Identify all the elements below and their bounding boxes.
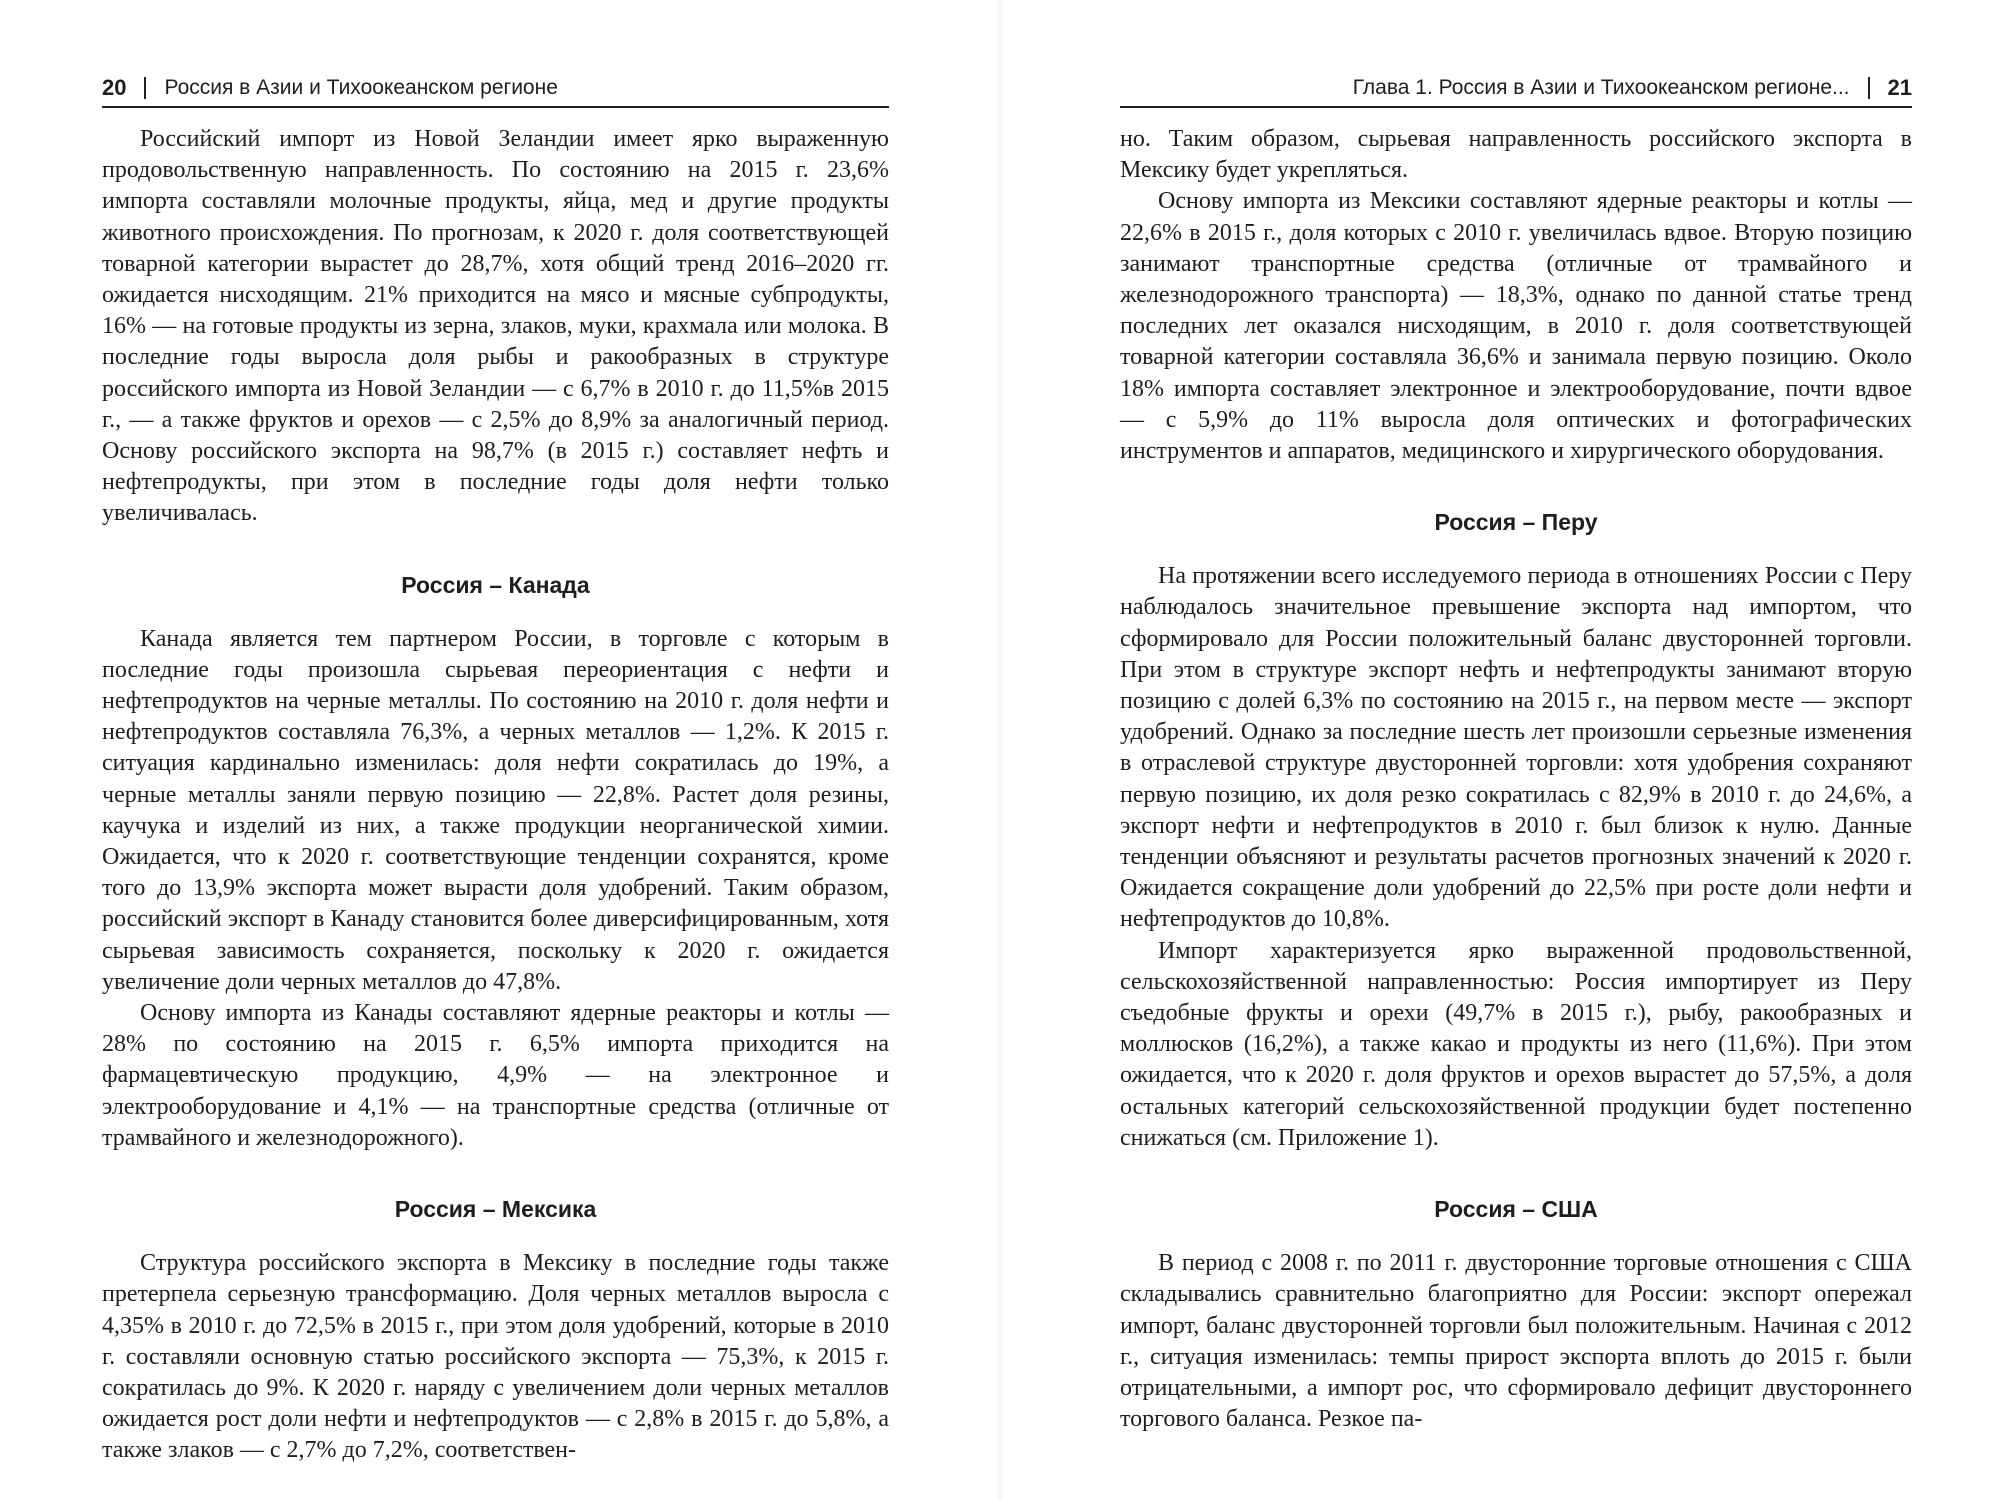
right-page <box>1000 0 2000 1500</box>
paragraph-mexico-continued: но. Таким образом, сырьевая направленность российского экспорта в Мексику будет укрепляться. <box>1120 126 1912 184</box>
header-divider <box>144 77 146 99</box>
header-divider <box>1868 77 1870 99</box>
paragraph-mexico-import: Основу импорта из Мексики составляют ядерные реакторы и котлы — 22,6% в 2015 г., доля которых с 2010 г. увеличилась вдвое. Вторую позицию занимают транспортные средства (отличные от трамвайного и железнодорожного транспорта) — 18,3%, однако по данной статье тренд последних лет оказался нисходящим, в 2010 г. доля соответствующей товарной категории составляла 36,6% и занимала первую позицию. Около 18% импорта составляет электронное и электрооборудование, почти вдвое — с 5,9% до 11% выросла доля оптических и фотографических инструментов и аппаратов, медицинского и хирургического оборудования. <box>1120 188 1912 465</box>
paragraph-peru-export: На протяжении всего исследуемого периода в отношениях России с Перу наблюдалось значительное превышение экспорта над импортом, что сформировало для России положительный баланс двусторонней торговли. При этом в структуре экспорт нефть и нефтепродукты занимают вторую позицию с долей 6,3% по состоянию на 2015 г., на первом месте — экспорт удобрений. Однако за последние шесть лет произошли серьезные изменения в отраслевой структуре двусторонней торговли: хотя удобрения сохраняют первую позицию, их доля резко сократилась с 82,9% в 2010 г. до 24,6%, а экспорт нефти и нефтепродуктов в 2010 г. был близок к нулю. Данные тенденции объясняют и результаты расчетов прогнозных значений к 2020 г. Ожидается сокращение доли удобрений до 22,5% при росте доли нефти и нефтепродуктов до 10,8%. <box>1120 563 1912 933</box>
paragraph-mexico-export: Структура российского экспорта в Мексику в последние годы также претерпела серьезную трансформацию. Доля черных металлов выросла с 4,35% в 2010 г. до 72,5% в 2015 г., при этом доля удобрений, которые в 2010 г. составляли основную статью российского экспорта — 75,3%, к 2015 г. сократилась до 9%. К 2020 г. наряду с увеличением доли черных металлов ожидается рост доли нефти и нефтепродуктов — с 2,8% в 2015 г. до 5,8%, а также злаков — с 2,7% до 7,2%, соответствен- <box>102 1250 889 1464</box>
section-heading-peru: Россия – Перу <box>1434 509 1598 536</box>
right-running-title: Глава 1. Россия в Азии и Тихоокеанском регионе... <box>1352 76 1850 99</box>
section-heading-mexico: Россия – Мексика <box>394 1196 597 1223</box>
right-page-number: 21 <box>1887 75 1912 100</box>
section-heading-canada: Россия – Канада <box>401 571 590 598</box>
section-heading-usa: Россия – США <box>1434 1196 1598 1223</box>
left-running-head <box>102 74 889 108</box>
right-body-text <box>1120 124 1912 1435</box>
paragraph-canada-export: Канада является тем партнером России, в торговле с которым в последние годы произошла сырьевая переориентация с нефти и нефтепродуктов на черные металлы. По состоянию на 2010 г. доля нефти и нефтепродуктов составляла 76,3%, а черных металлов — 1,2%. К 2015 г. ситуация кардинально изменилась: доля нефти сократилась до 19%, а черные металлы заняли первую позицию — 22,8%. Растет доля резины, каучука и изделий из них, а также продукции неорганической химии. Ожидается, что к 2020 г. соответствующие тенденции сохранятся, кроме того до 13,9% экспорта может вырасти доля удобрений. Таким образом, российский экспорт в Канаду становится более диверсифицированным, хотя сырьевая зависимость сохраняется, поскольку к 2020 г. ожидается увеличение доли черных металлов до 47,8%. <box>102 625 889 995</box>
left-page-number: 20 <box>102 75 127 100</box>
paragraph-usa-trade: В период с 2008 г. по 2011 г. двусторонние торговые отношения с США складывались сравнительно благоприятно для России: экспорт опережал импорт, баланс двусторонней торговли был положительным. Начиная с 2012 г., ситуация изменилась: темпы прирост экспорта вплоть до 2015 г. были отрицательными, а импорт рос, что сформировало дефицит двустороннего торгового баланса. Резкое па- <box>1120 1250 1912 1433</box>
paragraph-peru-import: Импорт характеризуется ярко выраженной продовольственной, сельскохозяйственной направленностью: Россия импортирует из Перу съедобные фрукты и орехи (49,7% в 2015 г.), рыбу, ракообразных и моллюсков (16,2%), а также какао и продукты из него (11,6%). При этом ожидается, что к 2020 г. доля фруктов и орехов вырастет до 57,5%, а доля остальных категорий сельскохозяйственной продукции будет постепенно снижаться (см. Приложение 1). <box>1120 937 1912 1151</box>
paragraph-new-zealand: Российский импорт из Новой Зеландии имеет ярко выраженную продовольственную направленность. По состоянию на 2015 г. 23,6% импорта составляли молочные продукты, яйца, мед и другие продукты животного происхождения. По прогнозам, к 2020 г. доля соответствующей товарной категории вырастет до 28,7%, хотя общий тренд 2016–2020 гг. ожидается нисходящим. 21% приходится на мясо и мясные субпродукты, 16% — на готовые продукты из зерна, злаков, муки, крахмала или молока. В последние годы выросла доля рыбы и ракообразных в структуре российского импорта из Новой Зеландии — с 6,7% в 2010 г. до 11,5%в 2015 г., — а также фруктов и орехов — с 2,5% до 8,9% за аналогичный период. Основу российского экспорта на 98,7% (в 2015 г.) составляет нефть и нефтепродукты, при этом в последние годы доля нефти только увеличивалась. <box>102 126 889 527</box>
left-body-text <box>102 124 889 1467</box>
paragraph-canada-import: Основу импорта из Канады составляют ядерные реакторы и котлы — 28% по состоянию на 2015 г. 6,5% импорта приходится на фармацевтическую продукцию, 4,9% — на электронное и электрооборудование и 4,1% — на транспортные средства (отличные от трамвайного и железнодорожного). <box>102 1000 889 1151</box>
left-running-title: Россия в Азии и Тихоокеанском регионе <box>164 76 558 99</box>
right-running-head <box>1120 74 1912 108</box>
